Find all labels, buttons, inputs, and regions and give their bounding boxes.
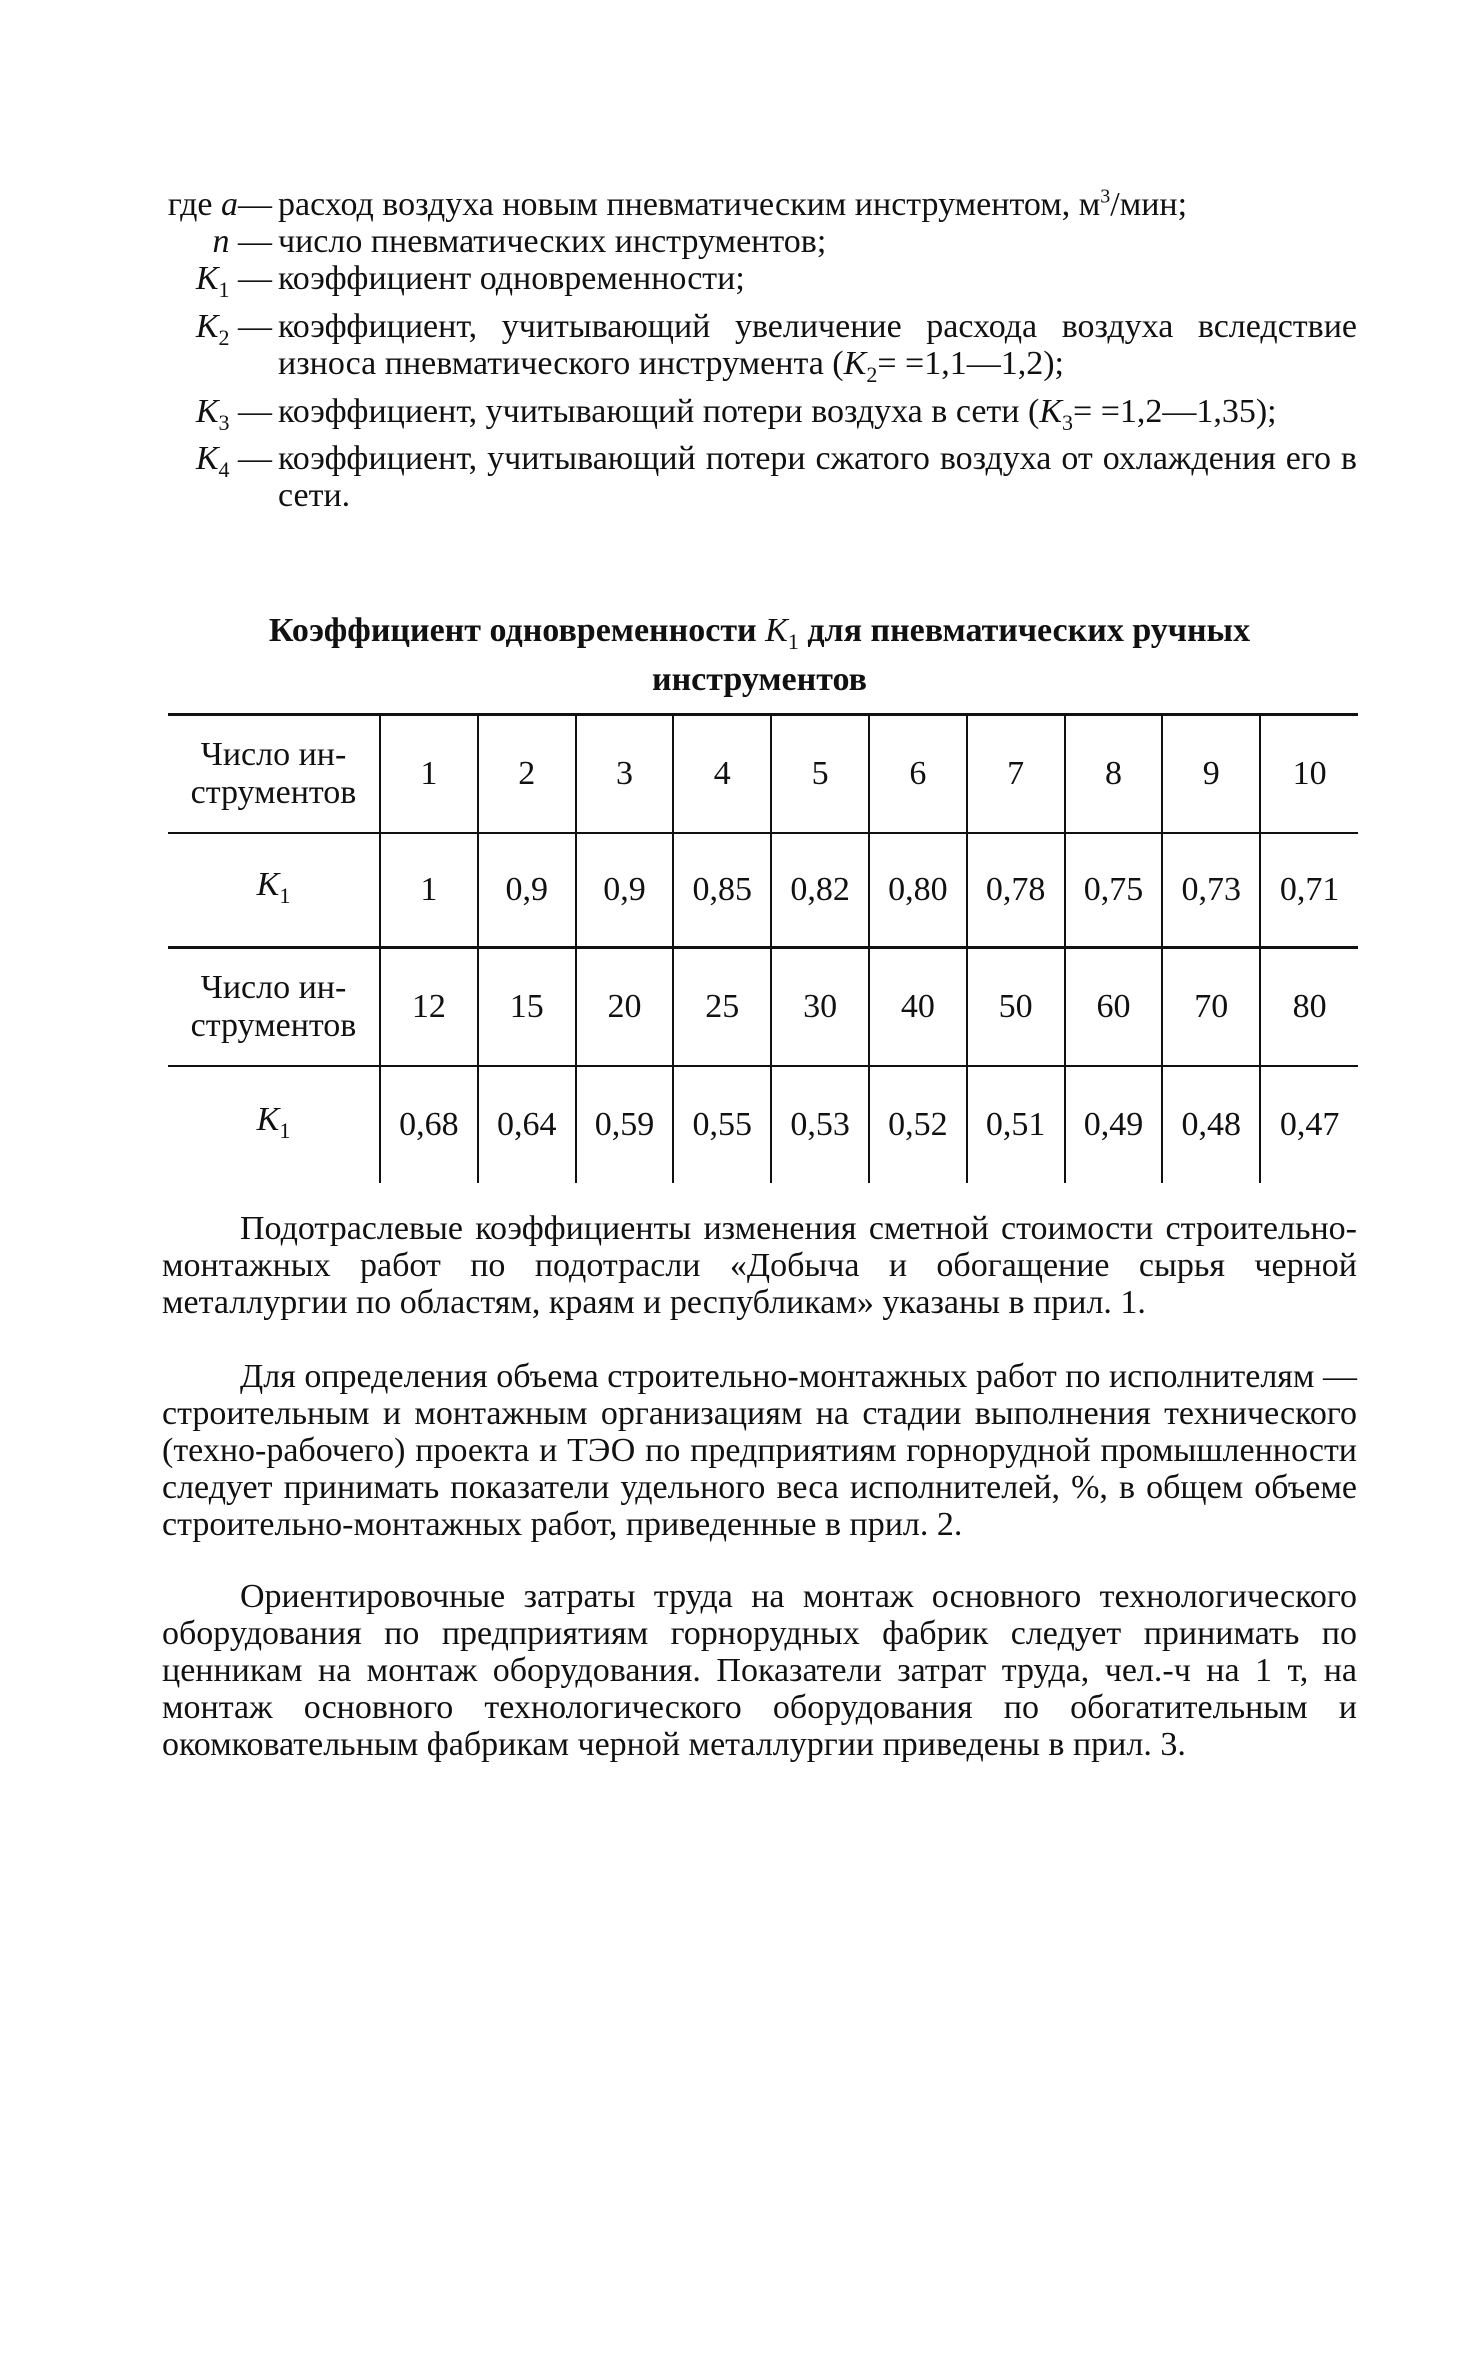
table-cell: 4 — [673, 715, 771, 834]
table-cell: 0,59 — [576, 1066, 674, 1183]
table-row — [168, 715, 1358, 834]
legend-row-k1 — [162, 260, 1357, 308]
legend-symbol: $K_2$ — — [195, 307, 272, 350]
paragraph-subindustry-coefficients: Подотраслевые коэффициенты изменения сметной стоимости строительно-монтажных работ по подотрасли «Добыча и обогащение сырья черной металлургии по областям, краям и республикам» указаны в прил. 1. — [162, 1210, 1357, 1321]
table-cell: 12 — [380, 948, 478, 1067]
table-cell: 0,49 — [1065, 1066, 1163, 1183]
table-cell: 1 — [380, 715, 478, 834]
table-cell: 0,9 — [478, 833, 576, 948]
table-cell: 9 — [1162, 715, 1260, 834]
table-cell: 0,82 — [771, 833, 869, 948]
row-header-count — [168, 948, 380, 1067]
legend-text: коэффициент, учитывающий потери сжатого воздуха от охлаждения его в сети. — [278, 440, 1357, 515]
table-cell: 15 — [478, 948, 576, 1067]
table-cell: 25 — [673, 948, 771, 1067]
legend-text: коэффициент, учитывающий потери воздуха в сети ($K_3=$ =1,2—1,35); — [278, 392, 1277, 435]
table-row — [168, 948, 1358, 1067]
legend-text: коэффициент одновременности; — [278, 260, 745, 297]
table-cell: 0,73 — [1162, 833, 1260, 948]
table-cell: 7 — [967, 715, 1065, 834]
table-cell: 30 — [771, 948, 869, 1067]
table-cell: 3 — [576, 715, 674, 834]
table-cell: 0,55 — [673, 1066, 771, 1183]
legend-row-a — [162, 186, 1357, 223]
legend-symbol: $K_1$ — — [195, 260, 272, 302]
table-cell: 0,48 — [1162, 1066, 1260, 1183]
table-cell: 0,68 — [380, 1066, 478, 1183]
paragraph-work-volume: Для определения объема строительно-монтажных работ по исполнителям — строительным и монтажным организациям на стадии выполнения технического (техно-рабочего) проекта и ТЭО по предприятиям горнорудной промышленности следует принимать показатели удельного веса исполнителей, %, в общем объеме строительно-монтажных работ, приведенные в прил. 2. — [162, 1358, 1357, 1543]
legend-row-n — [162, 223, 1357, 260]
table-cell: 20 — [576, 948, 674, 1067]
table-cell: 0,80 — [869, 833, 967, 948]
table-cell: 0,78 — [967, 833, 1065, 948]
coefficient-table — [168, 713, 1358, 1183]
table-cell: 0,9 — [576, 833, 674, 948]
table-title: Коэффициент одновременности $K_1$ для пневматических ручных инструментов — [268, 612, 1251, 698]
row-header-count-text: Число ин- струментов — [190, 736, 357, 811]
legend-row-k2 — [162, 308, 1357, 393]
legend-row-k3 — [162, 393, 1357, 441]
table-cell: 0,75 — [1065, 833, 1163, 948]
table-row — [168, 1066, 1358, 1183]
legend-symbol: где a— — [167, 186, 272, 223]
table-cell: 0,71 — [1260, 833, 1358, 948]
table-cell: 70 — [1162, 948, 1260, 1067]
table-cell: 0,64 — [478, 1066, 576, 1183]
table-cell: 1 — [380, 833, 478, 948]
table-cell: 0,51 — [967, 1066, 1065, 1183]
table-row — [168, 833, 1358, 948]
symbol-legend — [162, 186, 1357, 514]
legend-text: коэффициент, учитывающий увеличение расхода воздуха вследствие износа пневматического инструмента ($K_2=$ =1,1—1,2); — [278, 307, 1357, 387]
table-cell: 0,47 — [1260, 1066, 1358, 1183]
table-cell: 5 — [771, 715, 869, 834]
table-cell: 80 — [1260, 948, 1358, 1067]
legend-row-k4 — [162, 440, 1357, 514]
table-cell: 50 — [967, 948, 1065, 1067]
table-cell: 0,52 — [869, 1066, 967, 1183]
table-cell: 40 — [869, 948, 967, 1067]
legend-symbol: $K_4$ — — [195, 440, 272, 483]
table-cell: 10 — [1260, 715, 1358, 834]
table-cell: 8 — [1065, 715, 1163, 834]
paragraph-labor-costs: Ориентировочные затраты труда на монтаж основного технологического оборудования по предприятиям горнорудных фабрик следует принимать по ценникам на монтаж оборудования. Показатели затрат труда, чел.-ч на 1 т, на монтаж основного технологического оборудования по обогатительным и окомковательным фабрикам черной металлургии приведены в прил. 3. — [162, 1578, 1357, 1763]
table-cell: 0,85 — [673, 833, 771, 948]
row-header-k1: $K_1$ — [168, 833, 380, 948]
table-cell: 60 — [1065, 948, 1163, 1067]
row-header-count-text: Число ин- струментов — [190, 969, 357, 1044]
legend-symbol: n — — [212, 223, 272, 260]
legend-text: число пневматических инструментов; — [278, 223, 827, 260]
row-header-count — [168, 715, 380, 834]
table-cell: 6 — [869, 715, 967, 834]
legend-text: расход воздуха новым пневматическим инструментом, $м^3$/мин; — [278, 185, 1188, 223]
table-cell: 0,53 — [771, 1066, 869, 1183]
legend-symbol: $K_3$ — — [195, 392, 272, 435]
table-cell: 2 — [478, 715, 576, 834]
row-header-k1: $K_1$ — [168, 1066, 380, 1183]
